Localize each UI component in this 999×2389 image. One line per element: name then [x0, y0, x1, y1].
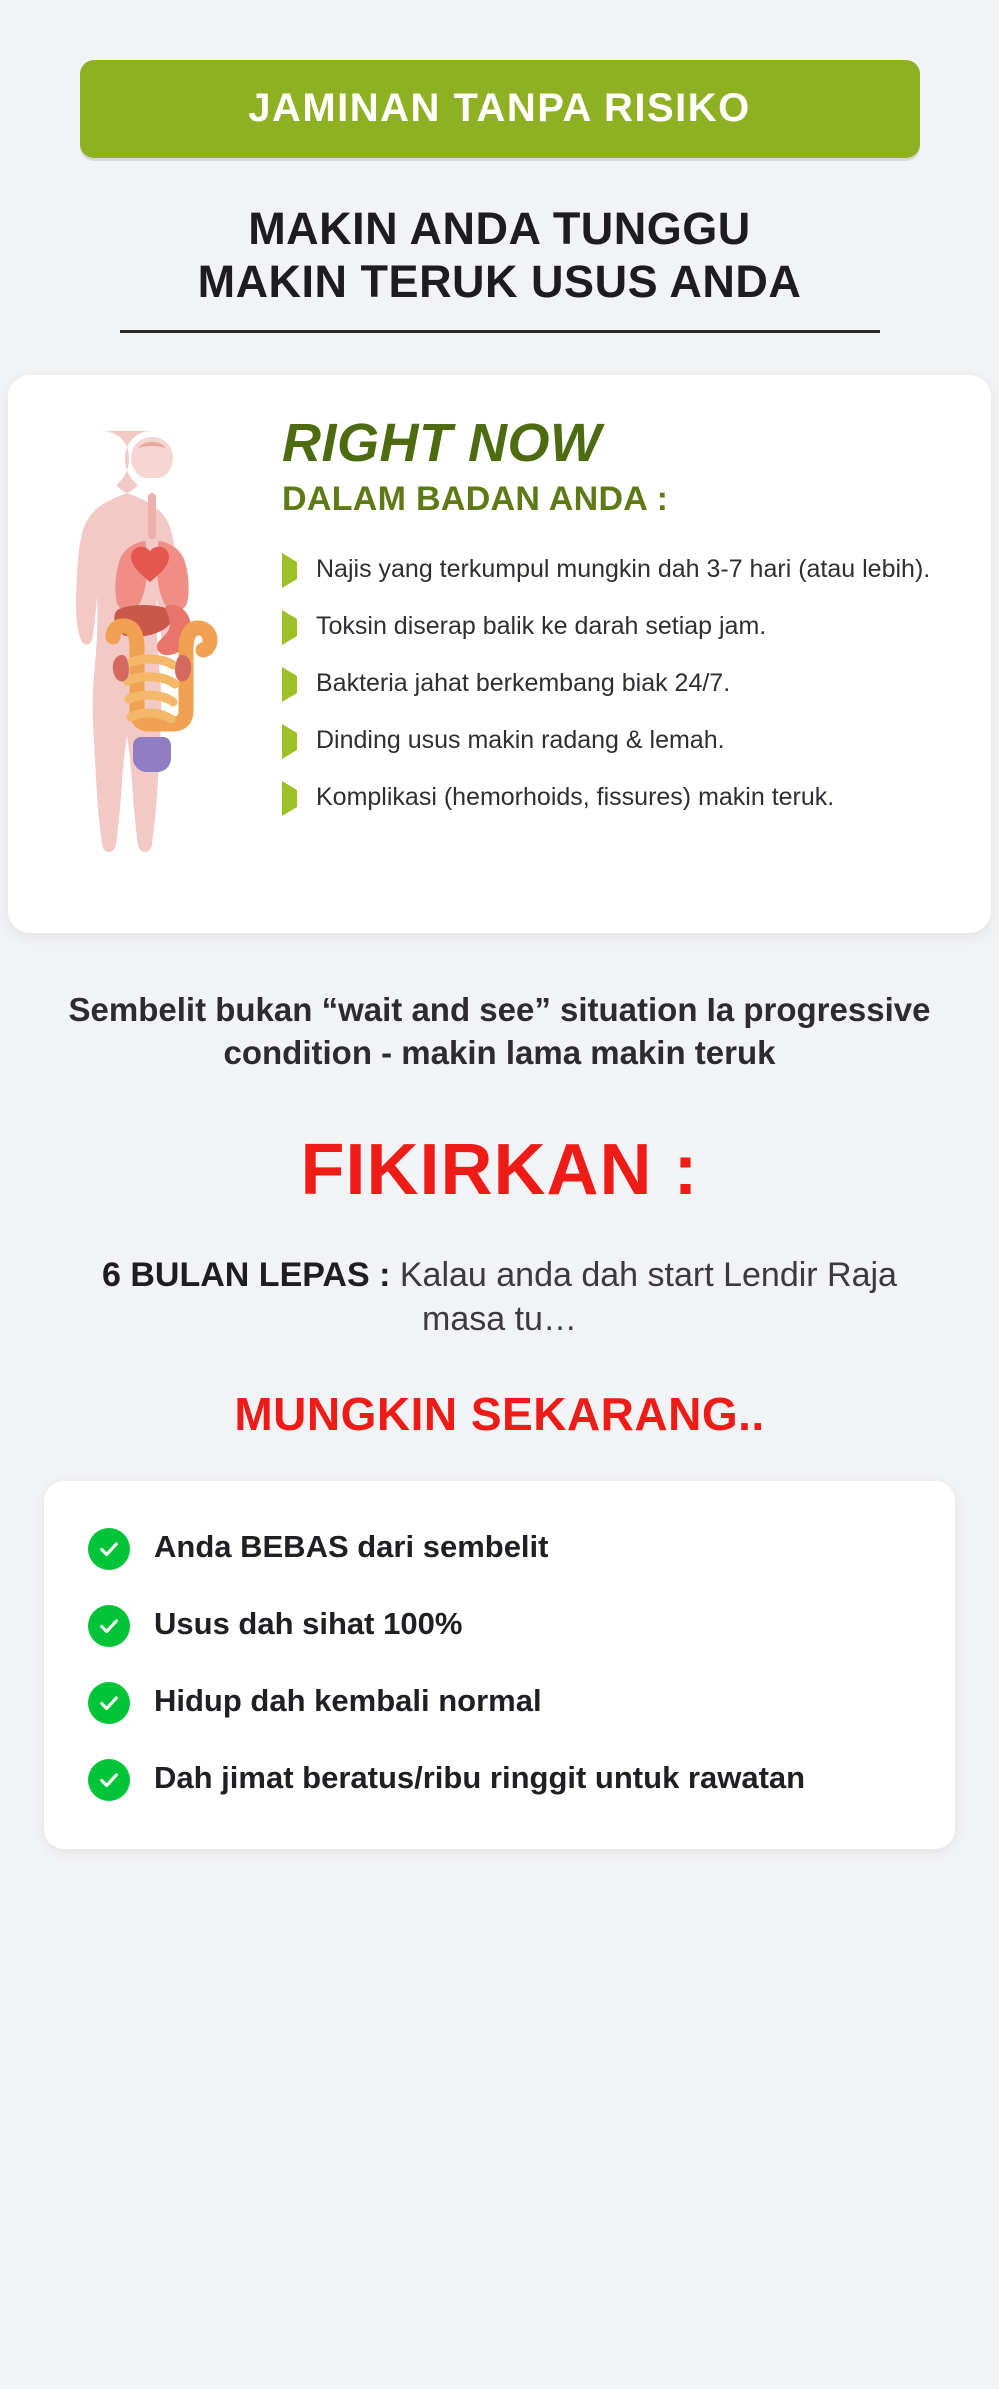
human-body-digestive-icon	[37, 423, 267, 893]
list-item-label: Dah jimat beratus/ribu ringgit untuk rawatan	[154, 1760, 806, 1796]
fikirkan-heading: FIKIRKAN :	[300, 1129, 699, 1210]
six-month-statement	[40, 1253, 960, 1341]
list-item-label: Komplikasi (hemorhoids, fissures) makin teruk.	[316, 782, 835, 811]
right-now-title: RIGHT NOW	[282, 413, 602, 474]
benefits-checklist-card	[44, 1481, 955, 1849]
triangle-bullet-icon	[282, 790, 300, 808]
guarantee-badge	[80, 60, 920, 158]
page-title	[0, 202, 999, 308]
headline-line-2: MAKIN TERUK USUS ANDA	[197, 256, 802, 308]
mungkin-sekarang-heading: MUNGKIN SEKARANG..	[234, 1388, 765, 1441]
triangle-bullet-icon	[282, 676, 300, 694]
check-circle-icon	[88, 1759, 130, 1801]
list-item-label: Bakteria jahat berkembang biak 24/7.	[316, 668, 731, 697]
human-body-illustration	[32, 409, 272, 893]
progressive-condition-text: Sembelit bukan “wait and see” situation Ia progressive condition - makin lama makin teruk	[68, 991, 931, 1072]
triangle-bullet-icon	[282, 619, 300, 637]
body-status-list	[282, 553, 961, 814]
list-item	[88, 1602, 915, 1647]
list-item	[282, 610, 961, 643]
list-item-label: Dinding usus makin radang & lemah.	[316, 725, 725, 754]
list-item	[282, 724, 961, 757]
list-item-label: Toksin diserap balik ke darah setiap jam.	[316, 611, 767, 640]
list-item-label: Anda BEBAS dari sembelit	[154, 1529, 549, 1565]
list-item-label: Usus dah sihat 100%	[154, 1606, 463, 1642]
list-item	[88, 1756, 915, 1801]
list-item-label: Hidup dah kembali normal	[154, 1683, 542, 1719]
card-text-column	[282, 409, 961, 838]
list-item	[88, 1679, 915, 1724]
right-now-subtitle: DALAM BADAN ANDA :	[282, 479, 669, 518]
list-item-label: Najis yang terkumpul mungkin dah 3-7 hari (atau lebih).	[316, 554, 931, 583]
guarantee-badge-label: JAMINAN TANPA RISIKO	[248, 86, 751, 130]
guarantee-badge-wrapper	[0, 0, 999, 158]
list-item	[282, 667, 961, 700]
six-month-label: 6 BULAN LEPAS :	[102, 1255, 391, 1294]
check-circle-icon	[88, 1682, 130, 1724]
list-item	[282, 553, 961, 586]
six-month-text: Kalau anda dah start Lendir Raja masa tu…	[390, 1255, 897, 1339]
triangle-bullet-icon	[282, 562, 300, 580]
check-circle-icon	[88, 1605, 130, 1647]
list-item	[282, 781, 961, 814]
headline-line-1: MAKIN ANDA TUNGGU	[248, 203, 751, 254]
triangle-bullet-icon	[282, 733, 300, 751]
list-item	[88, 1525, 915, 1570]
check-circle-icon	[88, 1528, 130, 1570]
headline-divider	[120, 330, 880, 333]
body-status-card	[8, 375, 991, 933]
